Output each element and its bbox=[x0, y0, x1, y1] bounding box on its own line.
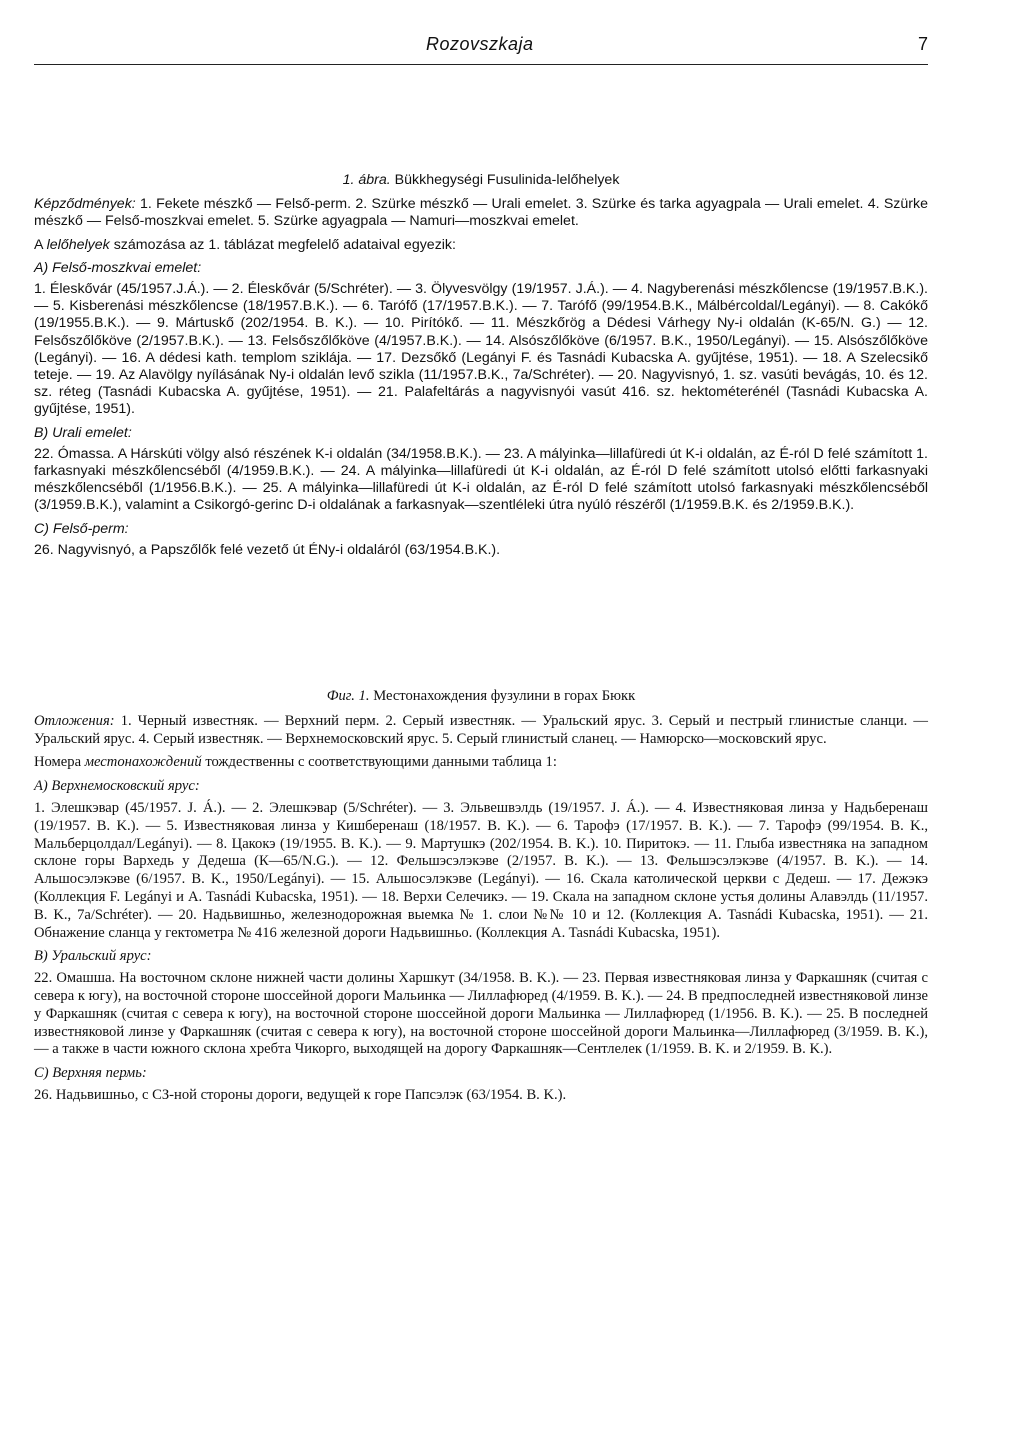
numbering-note-hu bbox=[34, 237, 928, 254]
section-heading-upper-permian-ru: C) Верхняя пермь: bbox=[34, 1065, 147, 1082]
section-text-uralian-ru: 22. Омашша. На восточном склоне нижней части долины Харшкут (34/1958. B. K.). — 23. Первая известняковая линза у Фаркашняк (считая с севера к югу), на восточной стороне шоссейной дороги Мальинка — Лиллафюред (4/1959. B. K.). — 24. В предпоследней известняковой линзе у Фаркашняк (считая с севера к югу), на восточной стороне шоссейной дороги Мальинка — Лиллафюред (1/1956. B. K.). — 25. В последней известняковой линзе у Фаркашняк (считая с севера к югу), на восточной стороне шоссейной дороги Мальинка—Лиллафюред (3/1959. B. K.), — а также в части южного склона хребта Чикорго, выходящей на дорогу Фаркашняк—Сентлелек (1/1959. B. K. и 2/1959. B. K.). bbox=[34, 970, 928, 1058]
section-text-upper-moscovian: 1. Éleskővár (45/1957.J.Á.). — 2. Éleskővár (5/Schréter). — 3. Ölyvesvölgy (19/1957. J.Á.). — 4. Nagyberenási mészkőlencse (19/1957.B.K.). — 5. Kisberenási mészkőlencse (18/1957.B.K.). — 6. Tarófő (17/1957.B.K.). — 7. Tarófő (99/1954.B.K., Málbércoldal/Legányi). — 8. Cakókő (19/1955.B.K.). — 9. Mártuskő (202/1954. B. K.). — 10. Pirítókő. — 11. Mészkőrög a Dédesi Várhegy Ny-i oldalán (K-65/N. G.) — 12. Felsőszőlőköve (2/1957.B.K.). — 13. Felsőszőlőköve (4/1957.B.K.). — 14. Alsószőlőköve (6/1957. B.K., 1950/Legányi). — 15. Alsószőlőköve (Legányi). — 16. A dédesi kath. templom sziklája. — 17. Dezsőkő (Legányi F. és Tasnádi Kubacska A. gyűjtése, 1951). — 18. A Szelecsikő teteje. — 19. Az Alavölgy nyílásának Ny-i oldalán levő szikla (11/1957.B.K., 7a/Schréter). — 20. Nagyvisnyó, 1. sz. vasúti bevágás, 10. és 12. sz. réteg (Tasnádi Kubacska A. gyűjtése, 1951). — 21. Palafeltárás a nagyvisnyói vasút 416. sz. hektométerénél (Tasnádi Kubacska A. gyűjtése, 1951). bbox=[34, 281, 928, 418]
section-text-upper-permian-ru: 26. Надьвишньо, с СЗ-ной стороны дороги, ведущей к горе Папсэлэк (63/1954. B. K.). bbox=[34, 1086, 567, 1103]
section-text-upper-permian: 26. Nagyvisnyó, a Papszőlők felé vezető út ÉNy-i oldaláról (63/1954.B.K.). bbox=[34, 541, 501, 558]
figure-caption-ru bbox=[34, 688, 928, 706]
numbering-pre: Номера bbox=[34, 754, 82, 771]
section-heading-uralian-ru: B) Уральский ярус: bbox=[34, 948, 152, 965]
formations-legend-hu bbox=[34, 196, 928, 230]
numbering-post: számozása az 1. táblázat megfelelő adataival egyezik: bbox=[113, 236, 456, 253]
russian-figure-legend bbox=[34, 688, 928, 1111]
section-heading-upper-moscovian: A) Felső-moszkvai emelet: bbox=[34, 259, 202, 276]
figure-caption-hu bbox=[34, 172, 928, 189]
numbering-italic: местонахождений bbox=[84, 754, 202, 771]
numbering-pre: A bbox=[34, 236, 43, 253]
formations-text: 1. Fekete mészkő — Felső-perm. 2. Szürke mészkő — Urali emelet. 3. Szürke és tarka agyagpala — Urali emelet. 4. Szürke mészkő — Felső-moszkvai emelet. 5. Szürke agyagpala — Namuri—moszkvai emelet. bbox=[34, 196, 928, 230]
figure-title: Местонахождения фузулини в горах Бюкк bbox=[373, 688, 636, 704]
figure-title: Bükkhegységi Fusulinida-lelőhelyek bbox=[394, 172, 620, 188]
formations-label: Отложения: bbox=[34, 712, 115, 729]
figure-number: Фиг. 1. bbox=[326, 688, 370, 704]
section-heading-upper-permian: C) Felső-perm: bbox=[34, 520, 129, 537]
section-heading-upper-moscovian-ru: А) Верхнемосковский ярус: bbox=[34, 778, 200, 795]
figure-number: 1. ábra. bbox=[342, 172, 391, 188]
formations-text: 1. Черный известняк. — Верхний перм. 2. Серый известняк. — Уральский ярус. 3. Серый и пестрый глинистые сланци. — Уральский ярус. 4. Серый известняк. — Верхнемосковский ярус. 5. Серый глинистый сланец. — Намюрско—московский ярус. bbox=[34, 712, 928, 747]
page-number: 7 bbox=[917, 34, 928, 54]
formations-legend-ru bbox=[34, 713, 928, 749]
numbering-italic: lelőhelyek bbox=[46, 236, 110, 253]
section-text-uralian: 22. Ómassa. A Hárskúti völgy alsó részének K-i oldalán (34/1958.B.K.). — 23. A mályinka—lillafüredi út K-i oldalán, az É-ról D felé számított 1. farkasnyaki mészkőlencséből (4/1959.B.K.). — 24. A mályinka—lillafüredi út K-i oldalán, az É-ról D felé számított utolsó előtti farkasnyaki mészkőlencséből (1/1956.B.K.). — 25. A mályinka—lillafüredi út K-i oldalán, az É-ról D felé számított utolsó farkasnyaki mészkőlencséből (3/1959.B.K.), valamint a Csikorgó-gerinc D-i oldalának a farkasnyak—szentléleki útra nyúló részéről (1/1959.B.K. és 2/1959.B.K.). bbox=[34, 445, 928, 514]
numbering-note-ru bbox=[34, 754, 928, 772]
section-heading-uralian: B) Urali emelet: bbox=[34, 424, 132, 441]
page-header bbox=[34, 30, 928, 65]
running-title: Rozovszkaja bbox=[426, 34, 534, 54]
numbering-post: тождественны с соответствующими данными таблица 1: bbox=[205, 754, 557, 771]
section-text-upper-moscovian-ru: 1. Элешкэвар (45/1957. J. Á.). — 2. Элешкэвар (5/Schréter). — 3. Эльвешвэлдь (19/1957. J. Á.). — 4. Известняковая линза у Надьберенаш (19/1957. B. K.). — 5. Известняковая линза у Кишберенаш (18/1957. B. K.). — 6. Тарофэ (17/1957. B. K.). — 7. Тарофэ (99/1954. B. K., Мальберцолдал/Legányi). — 8. Цакокэ (19/1955. B. K.). — 9. Мартушкэ (202/1954. B. K.). 10. Пиритокэ. — 11. Глыба известняка на западном склоне горы Вархедь у Дедеша (К—65/N.G.). — 12. Фельшэсэлэкэве (2/1957. B. K.). — 13. Фельшэсэлэкэве (4/1957. B. K.). — 14. Альшосэлэкэве (6/1957. B. K., 1950/Legányi). — 15. Альшосэлэкэве (Legányi). — 16. Скала католической церкви с Дедеш. — 17. Дежэкэ (Коллекция F. Legányi и A. Tasnádi Kubacska, 1951). — 18. Верхи Селечикэ. — 19. Скала на западном склоне устья долины Алавэлдь (11/1957. B. K., 7a/Schréter). — 20. Надьвишньо, железнодорожная выемка № 1. слои №№ 10 и 12. (Коллекция A. Tasnádi Kubacska, 1951). — 21. Обнажение сланца у гектометра № 416 железной дороги Надьвишньо. (Коллекция A. Tasnádi Kubacska, 1951). bbox=[34, 799, 928, 941]
hungarian-figure-legend bbox=[34, 172, 928, 565]
formations-label: Képződmények: bbox=[34, 196, 136, 213]
